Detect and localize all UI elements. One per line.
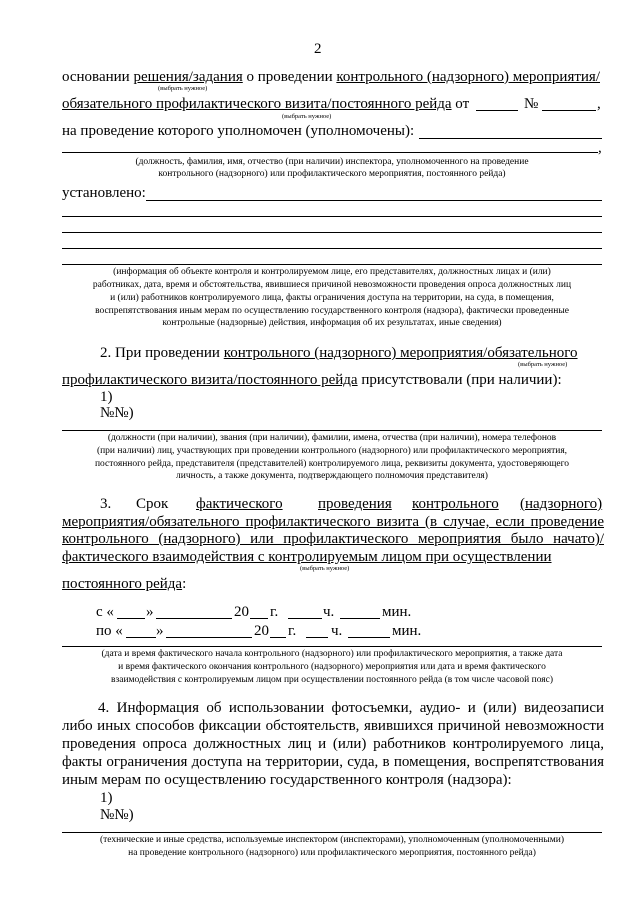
section3-line-3: контрольного (надзорного) или профилактического мероприятия было начато)/: [62, 531, 604, 547]
blank-line: [62, 264, 602, 265]
blank-line: [62, 152, 598, 153]
section2-line-1: 2. При проведении контрольного (надзорного) мероприятия/обязательного: [100, 345, 578, 361]
section4-line-2: либо иных способов фиксации обстоятельств, явившихся причиной невозможности: [62, 718, 604, 734]
inspector-caption-b: контрольного (надзорного) или профилактического мероприятия, постоянного рейда): [158, 169, 506, 179]
section2-line-2: профилактического визита/постоянного рейда присутствовали (при наличии):: [62, 372, 562, 388]
period-caption-c: взаимодействия с контролируемым лицом при осуществлении постоянного рейда (в том числе часовой пояс): [110, 675, 554, 685]
object-caption-e: контрольные (надзорные) действия, информация об их результатах, иные сведения): [162, 318, 502, 328]
hour-blank: [306, 637, 328, 638]
minute-label: мин.: [382, 604, 412, 620]
month-blank: [166, 637, 252, 638]
page-number: 2: [314, 41, 322, 57]
attendees-caption-b: (при наличии) лиц, участвующих при проведении контрольного (надзорного) или профилактического мероприятия,: [96, 446, 568, 456]
means-caption-a: (технические и иные средства, используемые инспектором (инспекторами), уполномоченным (уполномоченными): [99, 835, 565, 845]
year-prefix: 20: [234, 604, 249, 620]
blank-line: [62, 216, 602, 217]
event-type-choice: контрольного (надзорного) мероприятия/обязательного: [223, 345, 578, 361]
blank-line: [62, 430, 602, 431]
inspector-caption-a: (должность, фамилия, имя, отчество (при наличии) инспектора, уполномоченного на проведение: [135, 157, 529, 167]
hint-select: (выбрать нужное): [300, 565, 350, 572]
blank-line: [62, 832, 602, 833]
minute-blank: [340, 618, 380, 619]
decision-task-choice: решения/задания: [133, 69, 243, 85]
comma: ,: [597, 96, 601, 112]
section4-line-4: факты ограничения доступа на территории, суда, в помещения, воспрепятствования: [62, 754, 604, 770]
section3-word: фактического: [196, 496, 283, 512]
hint-select: (выбрать нужное): [282, 113, 332, 120]
section3-line-5: постоянного рейда:: [62, 576, 187, 592]
hint-select: (выбрать нужное): [518, 361, 568, 368]
section3-word: контрольного: [412, 496, 499, 512]
section3-num: 3.: [100, 496, 112, 512]
header-line-2: обязательного профилактического визита/постоянного рейда от: [62, 96, 470, 112]
quote: »: [146, 604, 154, 620]
established-label: установлено:: [62, 185, 146, 201]
authorized-blank: [419, 138, 602, 139]
year-blank: [250, 618, 268, 619]
section4-item-1: 1): [100, 790, 113, 806]
event-type-choice: контрольного (надзорного) мероприятия/: [336, 69, 600, 85]
month-blank: [156, 618, 232, 619]
attendees-caption-d: личность, а также документа, подтверждающего полномочия представителя): [176, 471, 488, 481]
to-label: по «: [96, 623, 123, 639]
day-blank: [117, 618, 145, 619]
section4-item-n: №№): [100, 807, 134, 823]
quote: »: [156, 623, 164, 639]
year-suffix: г.: [270, 604, 279, 620]
hour-label: ч.: [331, 623, 343, 639]
day-blank: [126, 637, 156, 638]
period-caption-b: и время фактического окончания контрольного (надзорного) мероприятия или дата и время фактического: [118, 662, 546, 672]
visit-raid-choice: профилактического визита/постоянного рейда: [62, 372, 358, 388]
blank-line: [62, 646, 602, 647]
section4-line-5: иным мерам по осуществлению государственного контроля (надзора):: [62, 772, 512, 788]
section4-line-1: 4. Информация об использовании фотосъемки, аудио- и (или) видеозаписи: [98, 700, 604, 716]
minute-label: мин.: [392, 623, 422, 639]
section3-line-2: мероприятия/обязательного профилактического визита (в случае, если проведение: [62, 514, 604, 530]
minute-blank: [348, 637, 390, 638]
object-caption-c: и (или) работников контролируемого лица, факты ограничения доступа на территории, на суда, в помещения,: [110, 293, 554, 303]
attendees-caption-a: (должности (при наличии), звания (при наличии), фамилии, имена, отчества (при наличии), номера телефонов: [107, 433, 557, 443]
authorized-line: на проведение которого уполномочен (уполномочены):: [62, 123, 415, 139]
hint-select: (выбрать нужное): [158, 85, 208, 92]
section3-line-4: фактического взаимодействия с контролируемым лицом при осуществлении: [62, 549, 552, 565]
from-label: с «: [96, 604, 114, 620]
section3-word: (надзорного): [520, 496, 603, 512]
section4-line-3: проведения опроса должностных лиц и (или) работников контролируемого лица,: [62, 736, 604, 752]
year-suffix: г.: [288, 623, 297, 639]
blank-line: [62, 232, 602, 233]
comma: ,: [598, 140, 602, 156]
period-caption-a: (дата и время фактического начала контрольного (надзорного) или профилактического мероприятия, а также дата: [101, 649, 563, 659]
object-caption-d: воспрепятствования иным мерам по осуществлению государственного контроля (надзора), фактически проведенные: [95, 306, 569, 316]
hour-label: ч.: [323, 604, 335, 620]
year-blank: [270, 637, 286, 638]
date-blank: [476, 110, 518, 111]
visit-raid-choice: обязательного профилактического визита/постоянного рейда: [62, 96, 452, 112]
section2-item-n: №№): [100, 405, 134, 421]
section2-item-1: 1): [100, 389, 113, 405]
established-blank: [146, 200, 602, 201]
section3-word: Срок: [136, 496, 169, 512]
year-prefix: 20: [254, 623, 269, 639]
section3-word: проведения: [318, 496, 392, 512]
attendees-caption-c: постоянного рейда, представителя (представителей) контролируемого лица, реквизиты документа, удостоверяющего: [94, 459, 570, 469]
means-caption-b: на проведение контрольного (надзорного) или профилактического мероприятия, постоянного рейда): [128, 848, 536, 858]
hour-blank: [288, 618, 322, 619]
blank-line: [62, 248, 602, 249]
number-sign: №: [524, 96, 539, 112]
header-line-1: основании решения/задания о проведении контрольного (надзорного) мероприятия/: [62, 69, 600, 85]
object-caption-b: работниках, дата, время и обстоятельства, явившиеся причиной невозможности проведения опроса должностных лиц: [92, 280, 572, 290]
number-blank: [542, 110, 596, 111]
object-caption-a: (информация об объекте контроля и контролируемом лице, его представителях, должностных лицах и (или): [113, 267, 551, 277]
